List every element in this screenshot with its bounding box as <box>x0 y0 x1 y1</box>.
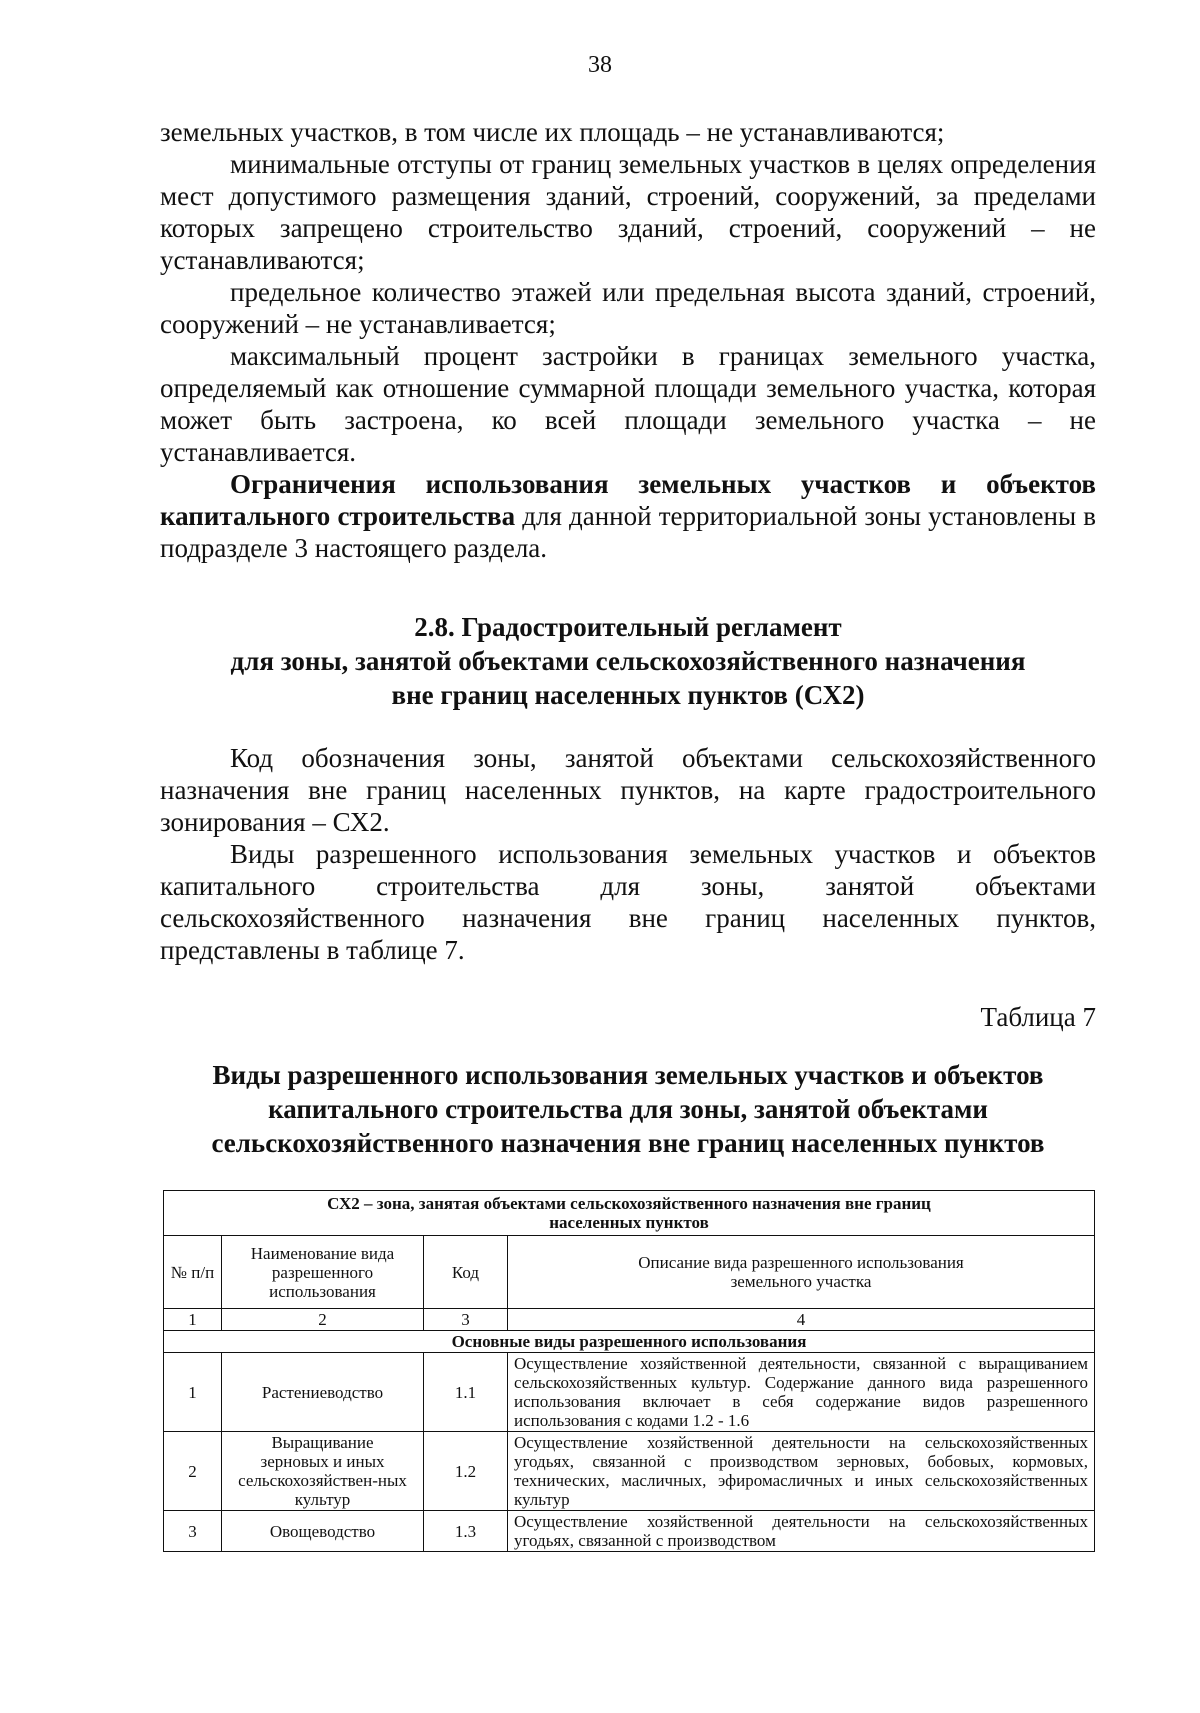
row-desc: Осуществление хозяйственной деятельности на сельскохозяйственных угодьях, связанной с производством зерновых, бобовых, кормовых, технических, масличных, эфиромасличных и иных сельскохозяйственных культур <box>508 1432 1095 1511</box>
row-code: 1.3 <box>424 1511 508 1552</box>
row-code: 1.2 <box>424 1432 508 1511</box>
row-desc: Осуществление хозяйственной деятельности на сельскохозяйственных угодьях, связанной с производством <box>508 1511 1095 1552</box>
paragraph-1: земельных участков, в том числе их площадь – не устанавливаются; <box>160 117 945 147</box>
zone-code-paragraph: Код обозначения зоны, занятой объектами сельскохозяйственного назначения вне границ населенных пунктов, на карте градостроительного зонирования – СХ2. <box>160 743 1096 837</box>
permitted-uses-table <box>163 1190 1095 1552</box>
table-title-line-1: Виды разрешенного использования земельных участков и объектов <box>212 1060 1044 1090</box>
row-name: Выращивание зерновых и иных сельскохозяйствен-ных культур <box>222 1432 424 1511</box>
section-heading-line-3: вне границ населенных пунктов (СХ2) <box>391 680 865 710</box>
paragraph-3: предельное количество этажей или предельная высота зданий, строений, сооружений – не устанавливается; <box>160 277 1096 339</box>
page-number: 38 <box>588 52 612 78</box>
table-title-line-2: капитального строительства для зоны, занятой объектами <box>268 1094 988 1124</box>
table-row <box>164 1511 1095 1552</box>
table-row <box>164 1432 1095 1511</box>
restrictions-paragraph <box>160 468 1096 564</box>
zone-title-cell: СХ2 – зона, занятая объектами сельскохозяйственного назначения вне границ населенных пунктов <box>164 1191 1095 1236</box>
section-cell: Основные виды разрешенного использования <box>164 1331 1095 1353</box>
header-row <box>164 1236 1095 1309</box>
top-text-block <box>160 116 1096 564</box>
row-num: 3 <box>164 1511 222 1552</box>
row-code: 1.1 <box>424 1353 508 1432</box>
section-row <box>164 1331 1095 1353</box>
col-number: 3 <box>424 1309 508 1331</box>
restrictions-rest: для данной территориальной зоны установлены в подразделе 3 настоящего раздела. <box>160 501 1096 563</box>
header-name: Наименование вида разрешенного использования <box>222 1236 424 1309</box>
section-heading <box>160 610 1096 712</box>
section-heading-line-2: для зоны, занятой объектами сельскохозяйственного назначения <box>230 646 1026 676</box>
restrictions-bold: Ограничения использования земельных участков и объектов капитального строительства <box>160 469 1096 531</box>
paragraph-4: максимальный процент застройки в границах земельного участка, определяемый как отношение суммарной площади земельного участка, которая может быть застроена, ко всей площади земельного участка – не устанавливается. <box>160 341 1096 467</box>
zone-title-row <box>164 1191 1095 1236</box>
mid-text-block <box>160 742 1096 966</box>
row-num: 1 <box>164 1353 222 1432</box>
table-caption: Таблица 7 <box>980 1002 1096 1032</box>
header-num: № п/п <box>164 1236 222 1309</box>
col-number: 4 <box>508 1309 1095 1331</box>
row-desc: Осуществление хозяйственной деятельности, связанной с выращиванием сельскохозяйственных культур. Содержание данного вида разрешенного использования включает в себя содержание видов разрешенного использования с кодами 1.2 - 1.6 <box>508 1353 1095 1432</box>
table-title-line-3: сельскохозяйственного назначения вне границ населенных пунктов <box>211 1128 1045 1158</box>
table-title <box>160 1058 1096 1160</box>
header-desc: Описание вида разрешенного использования земельного участка <box>508 1236 1095 1309</box>
row-name: Растениеводство <box>222 1353 424 1432</box>
section-heading-line-1: 2.8. Градостроительный регламент <box>414 612 842 642</box>
row-name: Овощеводство <box>222 1511 424 1552</box>
col-number: 1 <box>164 1309 222 1331</box>
header-code: Код <box>424 1236 508 1309</box>
table-row <box>164 1353 1095 1432</box>
column-numbers-row <box>164 1309 1095 1331</box>
col-number: 2 <box>222 1309 424 1331</box>
row-num: 2 <box>164 1432 222 1511</box>
permitted-uses-paragraph: Виды разрешенного использования земельных участков и объектов капитального строительства для зоны, занятой объектами сельскохозяйственного назначения вне границ населенных пунктов, представлены в таблице 7. <box>160 839 1096 965</box>
paragraph-2: минимальные отступы от границ земельных участков в целях определения мест допустимого размещения зданий, строений, сооружений, за пределами которых запрещено строительство зданий, строений, сооружений – не устанавливаются; <box>160 149 1096 275</box>
